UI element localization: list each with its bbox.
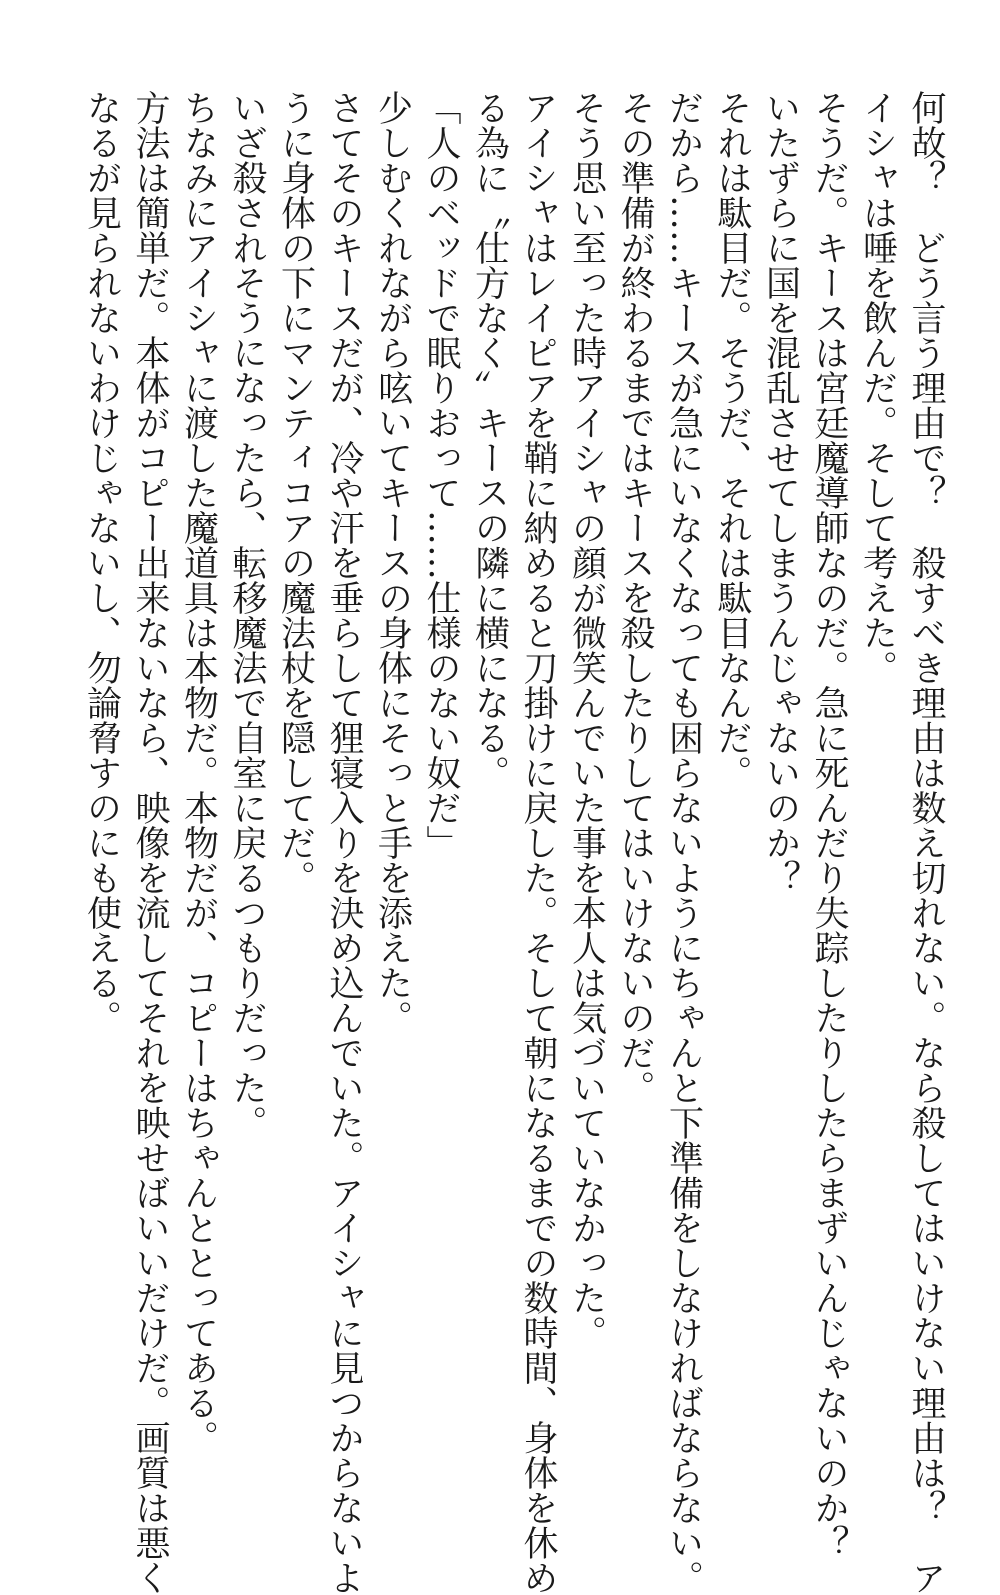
text-line: ちなみにアイシャに渡した魔道具は本物だ。本物だが、コピーはちゃんととってある。 [178, 90, 219, 1455]
text-line: うに身体の下にマンティコアの魔法杖を隠してだ。 [275, 90, 316, 895]
text-line: なるが見られないわけじゃないし、勿論脅すのにも使える。 [81, 90, 122, 1035]
text-line: それは駄目だ。そうだ、それは駄目なんだ。 [712, 90, 752, 790]
text-line: る為に〝仕方なく〟キースの隣に横になる。 [469, 90, 510, 790]
text-line: イシャは唾を飲んだ。そして考えた。 [857, 90, 898, 685]
text-line: そうだ。キースは宮廷魔導師なのだ。急に死んだり失踪したりしたらまずいんじゃないのか？ [809, 90, 849, 1560]
text-line: 方法は簡単だ。本体がコピー出来ないなら、映像を流してそれを映せばいいだけだ。画質は悪く [130, 90, 170, 1595]
text-line: だから……キースが急にいなくなっても困らないようにちゃんと下準備をしなければならない。 [663, 90, 704, 1595]
text-line: その準備が終わるまではキースを殺したりしてはいけないのだ。 [615, 90, 655, 1105]
text-line: 何故？ どう言う理由で？ 殺すべき理由は数え切れない。なら殺してはいけない理由は？ ア [906, 90, 946, 1595]
text-line: アイシャはレイピアを鞘に納めると刀掛けに戻した。そして朝になるまでの数時間、身体を休め [518, 90, 558, 1595]
text-line: いたずらに国を混乱させてしまうんじゃないのか？ [760, 90, 801, 895]
text-line: そう思い至った時アイシャの顔が微笑んでいた事を本人は気づいていなかった。 [566, 90, 607, 1350]
text-line: さてそのキースだが、冷や汗を垂らして狸寝入りを決め込んでいた。アイシャに見つからないよ [324, 90, 364, 1595]
text-line: 少しむくれながら呟いてキースの身体にそっと手を添えた。 [372, 90, 413, 1035]
text-line: 「人のベッドで眠りおって……仕様のない奴だ」 [421, 90, 461, 860]
text-line: いざ殺されそうになったら、転移魔法で自室に戻るつもりだった。 [227, 90, 267, 1140]
vertical-text-body [77, 90, 950, 1595]
